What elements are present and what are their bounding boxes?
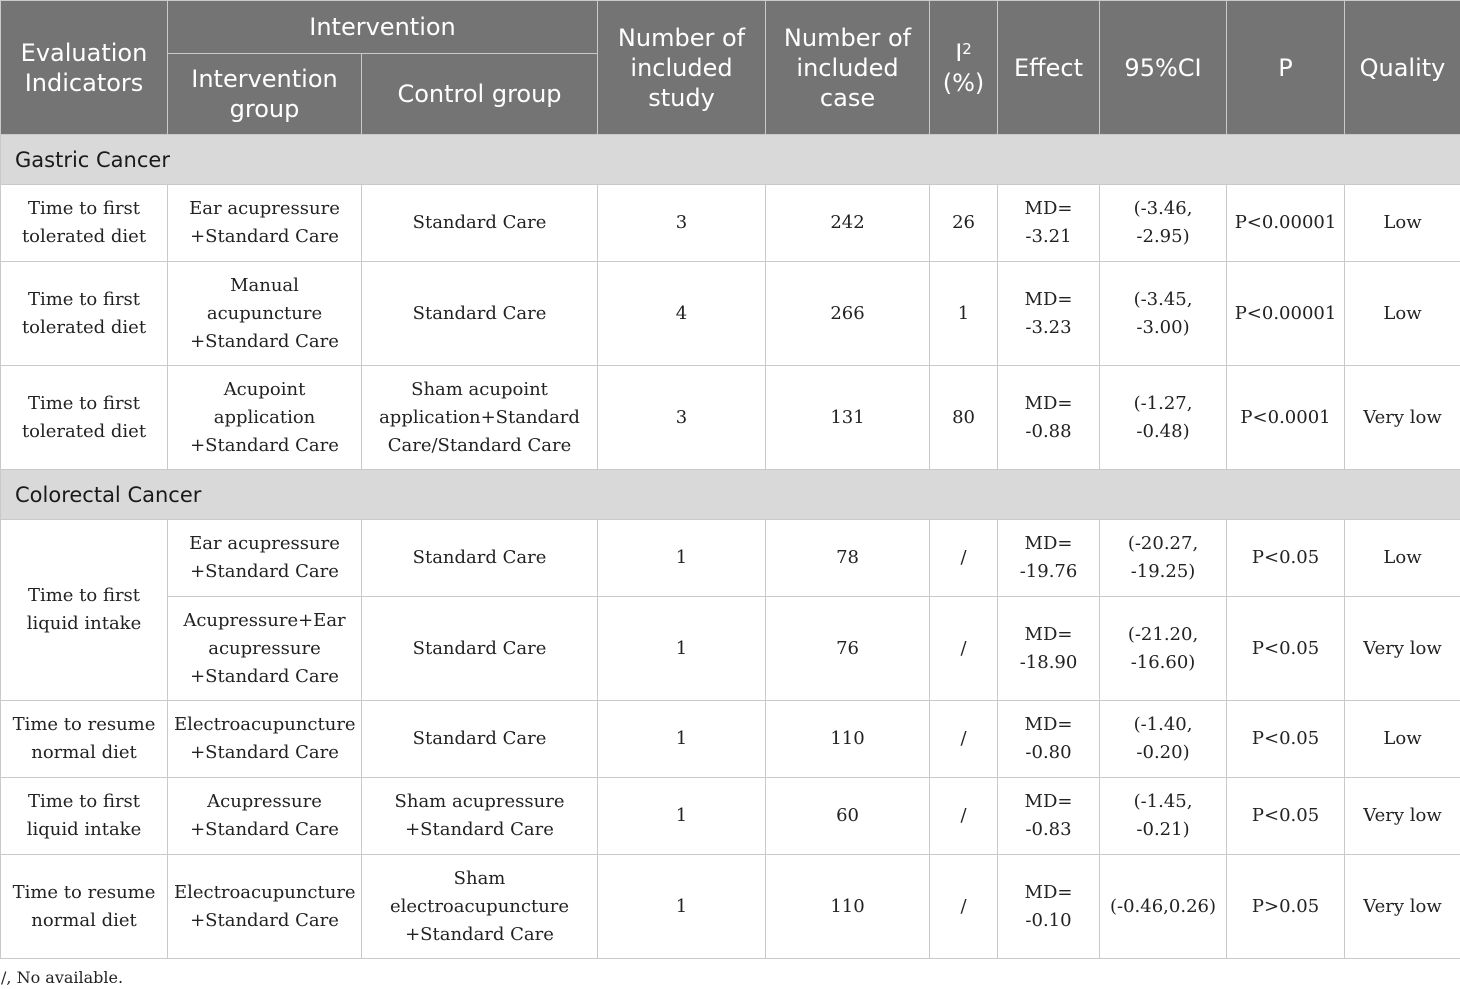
table-body <box>1 135 1460 959</box>
cell-cases: 242 <box>766 185 930 262</box>
cell-cases: 131 <box>766 366 930 470</box>
cell-indicator: Time to first tolerated diet <box>1 185 168 262</box>
cell-effect: MD= -3.21 <box>998 185 1100 262</box>
cell-effect: MD= -19.76 <box>998 520 1100 597</box>
cell-cases: 110 <box>766 855 930 959</box>
cell-i2: 80 <box>930 366 998 470</box>
header-evaluation-indicators: Evaluation Indicators <box>1 1 168 135</box>
cell-quality: Very low <box>1345 778 1460 855</box>
header-number-of-included-study: Number of included study <box>598 1 766 135</box>
cell-intervention: Acupressure+Ear acupressure +Standard Care <box>168 597 362 701</box>
header-p: P <box>1227 1 1345 135</box>
cell-quality: Very low <box>1345 597 1460 701</box>
cell-cases: 110 <box>766 701 930 778</box>
cell-p: P<0.05 <box>1227 597 1345 701</box>
cell-indicator: Time to first liquid intake <box>1 778 168 855</box>
cell-quality: Low <box>1345 262 1460 366</box>
cell-ci: (-1.40, -0.20) <box>1100 701 1227 778</box>
cell-effect: MD= -3.23 <box>998 262 1100 366</box>
cell-control: Sham acupressure +Standard Care <box>362 778 598 855</box>
cell-ci: (-3.46, -2.95) <box>1100 185 1227 262</box>
cell-control: Sham electroacupuncture +Standard Care <box>362 855 598 959</box>
cell-effect: MD= -0.88 <box>998 366 1100 470</box>
cell-quality: Low <box>1345 701 1460 778</box>
cell-indicator-merged: Time to first liquid intake <box>1 520 168 701</box>
cell-control: Sham acupoint application+Standard Care/Standard Care <box>362 366 598 470</box>
cell-p: P<0.00001 <box>1227 262 1345 366</box>
cell-indicator: Time to first tolerated diet <box>1 262 168 366</box>
cell-quality: Low <box>1345 185 1460 262</box>
cell-studies: 1 <box>598 778 766 855</box>
cell-intervention: Electroacupuncture +Standard Care <box>168 701 362 778</box>
cell-studies: 1 <box>598 855 766 959</box>
cell-control: Standard Care <box>362 597 598 701</box>
header-95ci: 95%CI <box>1100 1 1227 135</box>
cell-p: P<0.00001 <box>1227 185 1345 262</box>
cell-quality: Very low <box>1345 366 1460 470</box>
cell-intervention: Electroacupuncture +Standard Care <box>168 855 362 959</box>
cell-p: P<0.05 <box>1227 778 1345 855</box>
cell-ci: (-1.27, -0.48) <box>1100 366 1227 470</box>
cell-p: P<0.05 <box>1227 701 1345 778</box>
cell-i2: / <box>930 520 998 597</box>
table-header <box>1 1 1460 135</box>
table-row <box>1 262 1460 366</box>
header-i2-base: I <box>955 38 963 67</box>
cell-ci: (-20.27, -19.25) <box>1100 520 1227 597</box>
cell-control: Standard Care <box>362 262 598 366</box>
header-intervention-group: Intervention group <box>168 54 362 135</box>
cell-i2: / <box>930 597 998 701</box>
cell-ci: (-1.45, -0.21) <box>1100 778 1227 855</box>
section-title: Gastric Cancer <box>1 135 1460 185</box>
cell-i2: / <box>930 778 998 855</box>
cell-effect: MD= -0.10 <box>998 855 1100 959</box>
table-row <box>1 597 1460 701</box>
cell-p: P>0.05 <box>1227 855 1345 959</box>
cell-effect: MD= -0.80 <box>998 701 1100 778</box>
header-i2 <box>930 1 998 135</box>
cell-cases: 266 <box>766 262 930 366</box>
section-title: Colorectal Cancer <box>1 470 1460 520</box>
cell-control: Standard Care <box>362 520 598 597</box>
cell-effect: MD= -18.90 <box>998 597 1100 701</box>
cell-i2: 1 <box>930 262 998 366</box>
table-row <box>1 366 1460 470</box>
table-row <box>1 701 1460 778</box>
cell-ci: (-21.20, -16.60) <box>1100 597 1227 701</box>
cell-ci: (-3.45, -3.00) <box>1100 262 1227 366</box>
cell-studies: 4 <box>598 262 766 366</box>
header-intervention: Intervention <box>168 1 598 54</box>
section-row-colorectal-cancer <box>1 470 1460 520</box>
cell-studies: 3 <box>598 185 766 262</box>
cell-p: P<0.0001 <box>1227 366 1345 470</box>
cell-effect: MD= -0.83 <box>998 778 1100 855</box>
cell-intervention: Ear acupressure +Standard Care <box>168 520 362 597</box>
table-row <box>1 185 1460 262</box>
cell-i2: / <box>930 855 998 959</box>
header-effect: Effect <box>998 1 1100 135</box>
cell-studies: 1 <box>598 597 766 701</box>
header-quality: Quality <box>1345 1 1460 135</box>
table-row <box>1 520 1460 597</box>
cell-i2: 26 <box>930 185 998 262</box>
cell-p: P<0.05 <box>1227 520 1345 597</box>
table-row <box>1 778 1460 855</box>
cell-control: Standard Care <box>362 185 598 262</box>
cell-indicator: Time to first tolerated diet <box>1 366 168 470</box>
section-row-gastric-cancer <box>1 135 1460 185</box>
cell-studies: 3 <box>598 366 766 470</box>
cell-intervention: Ear acupressure +Standard Care <box>168 185 362 262</box>
cell-quality: Low <box>1345 520 1460 597</box>
cell-quality: Very low <box>1345 855 1460 959</box>
cell-indicator: Time to resume normal diet <box>1 701 168 778</box>
cell-intervention: Acupoint application +Standard Care <box>168 366 362 470</box>
cell-i2: / <box>930 701 998 778</box>
cell-cases: 60 <box>766 778 930 855</box>
cell-intervention: Acupressure +Standard Care <box>168 778 362 855</box>
table-row <box>1 855 1460 959</box>
header-number-of-included-case: Number of included case <box>766 1 930 135</box>
cell-ci: (-0.46,0.26) <box>1100 855 1227 959</box>
cell-cases: 76 <box>766 597 930 701</box>
cell-control: Standard Care <box>362 701 598 778</box>
header-i2-unit: (%) <box>942 68 985 97</box>
cell-studies: 1 <box>598 701 766 778</box>
header-control-group: Control group <box>362 54 598 135</box>
header-i2-superscript: 2 <box>962 39 972 58</box>
cell-indicator: Time to resume normal diet <box>1 855 168 959</box>
cell-intervention: Manual acupuncture +Standard Care <box>168 262 362 366</box>
table-footnote: /, No available. <box>1 968 124 987</box>
cell-studies: 1 <box>598 520 766 597</box>
cell-cases: 78 <box>766 520 930 597</box>
